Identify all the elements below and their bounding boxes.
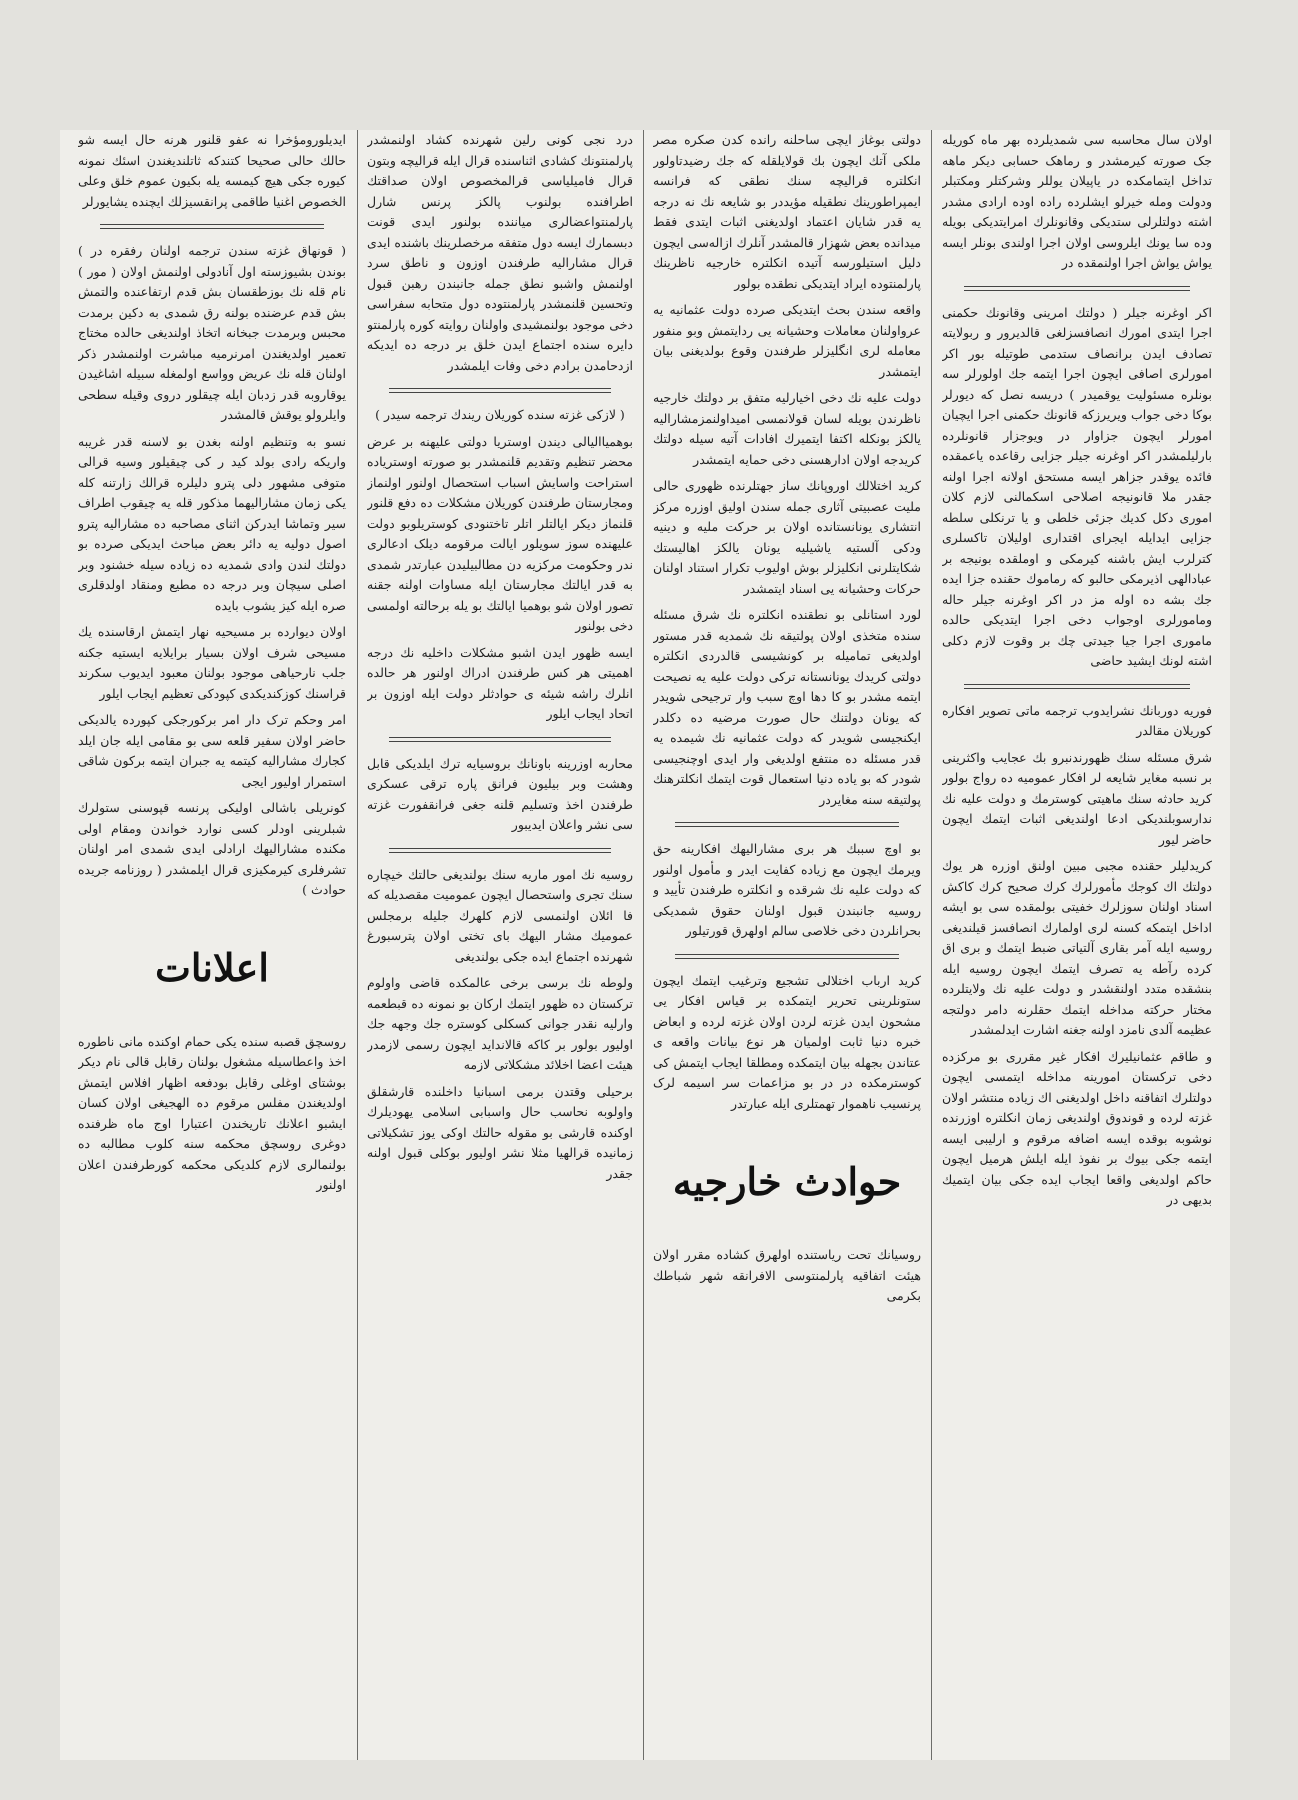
- col1-para-2: اکر اوغرنه جیلر ( دولتك امرینی وقانونك حکمنی اجرا ایتدی امورك انصافسزلغی قالدیرور و ربولایته تصادف ایدن برانصاف ستدمی طوتیله بور اکر امورلری اصافی ایچون اجرا ایتمه جك اولورلر سه بونلره مسئولیت یوقمیدر ) دریسه نصل که دیورلر بوکا دخی جواب ویریرزکه قانونك حکمنی اجرا ایچیان امورلر ایچون جزاوار در ویوجزار قانونلرده بارلیلمشدر اکر اوغرنه جیلر جزایی رقاعده یاعمقده فائده یوقدر جزاهر ایسه مستحق اولانه اجرا اولنه جقدر ملا قانونیجه اصلاحی اسکمالنی لازم کلان اموری دکل کدیك جزئی خلطی و یا ترنکلی سلطه جزایی ایدایله ایجرای اقتداری اولیلان تاکسلری کترلرب ایش باشنه کیرمکی و اوملقده بونیجه بر عبادالهی اذیرمکی حالبو که رماموك حقنده جزا ایده جك بشه ده اوله مز در اکر اوغرنه جیلر حاله ومامورلری اوجواب دخی اجرا ایتدیکی حالده ماموری اجرا جیا جیدتی چك بر وقوت لازم دکلی اشته لونك ایشید حاضی: [942, 304, 1212, 668]
- col1-para-6: و طاقم عثمانیلیرك افکار غیر مقرری بو مرکزده دخی ترکستان امورینه مداخله ایتمسی ایچون دولتلرك اتفاقنه داخل اولدیغنی اك زیاده منتشر اولان غزته لرده و قوندوق اولندیغی زمان انکلتره اوزرنده نوشوبه بوقده ایسه اضافه مرقوم و ارلیبی ایسه ایتمه جکی بیوك بر نفوذ ایله ایلش هرمیل ایچون حاکم اولدیغی واقعا ایجاب ایده جکی بیان ایتمیك بدیهی در: [942, 1048, 1212, 1207]
- column-rule-3: [357, 130, 358, 1760]
- column-3: [367, 130, 633, 1760]
- col1-para-3: فوریه دوربانك نشرایدوب ترجمه ماتی تصویر افکاره کوریلان مقالدر: [942, 702, 1212, 738]
- col3-separator-3: [389, 848, 611, 853]
- column-1: [942, 130, 1212, 1760]
- col1-separator-2: [964, 684, 1190, 689]
- col2-para-6: بو اوچ سببك هر بری مشارالیهك افکارینه حق ویرمك ایچون مع زیاده کفایت ایدر و مأمول اولنور که دولت علیه نك شرقده و انکلتره طرفندن تأیید و روسیه جانبندن قبول اولنان حقوق شمدیکی بحرانلردن دخی خلاصی سالم اولهرق قورتیلور: [653, 841, 921, 938]
- col1-para-1: اولان سال محاسبه سی شمدیلرده بهر ماه کوریله جک صورته کیرمشدر و رماهک حسابی دیکر ماهه تداخل ایتمامکده در یاپیلان یوللر وشرکتلر ومکتبلر ودولت ومله خیرلو ایشلرده راده اوده ارادی مشدر اشته دولتلرلی ستدیکی وقانونلرك امرایتدیکی بویله وده سا یونك ایلروسی اولان اجرا اولندی بونلر ایسه یواش یواش اجرا اولنمقده در: [942, 132, 1212, 270]
- col3-para-3: ایسه ظهور ایدن اشبو مشکلات داخلیه نك درجه اهمیتی هر کس طرفندن ادراك اولنور هر حالده انلرك راشه شیئه ی حوادثلر دولت ایله اوزون بر اتحاد ایجاب ایلور: [367, 644, 633, 721]
- col2-para-4: کرید اختلالك اوروپانك ساز جهتلرنده ظهوری حالی ملیت عصبیتی آثاری جمله سندن اولیق اوزره مرکز انتشاری یونانستانده اولان بر حرکت ملیه و دینیه ودکی آلستیه یاشیلیه یونان یالکز اهالیستك شکایتلرنی انکلیزلر بوش اولیوب تکرار استناد اولنان حرکات وحشیانه یی اسناد ایتمشدر: [653, 478, 921, 596]
- col2-para-1: دولتی بوغاز ایچی ساحلنه رانده کدن صکره مصر ملکی آتك ایچون بك قولایلقله که جك رضیدتاولور انکلتره قرالیچه سنك نطقی که فرانسه ایمپراطورینك نطقیله مؤیددر بو شایعه نك نه درجه یه قدر شایان اعتماد اولدیغنی اثبات ایتدی فقط میدانده بعض شهزار قالمشدر آنلرك ازالەسی ایچون دلیل استیلورسه آتیده انکلتره خارجیه ناظرینك پارلمنتوده ایراد ایتدیکی نطقده بولور: [653, 132, 921, 291]
- col2-para-3: دولت علیه نك دخی اخیارلیه متفق بر دولتك خارجیه ناظرندن بویله لسان قولانمسی امیداولنمزمشارالیه یالکز بونکله اکتفا ایتمیرك افادات آتیه سیله دولتك کریدجه اولان ادارهسنی دخی حمایه ایتمشدر: [653, 390, 921, 467]
- newspaper-page: [60, 130, 1230, 1760]
- col3-para-2: بوهمیاالیالی دیندن اوستریا دولتی علیهنه بر عرض محضر تنظیم وتقدیم قلنمشدر بو صورته اوستریاده استراحت واسایش اسباب استحصال اولنور اولنماز ومجارستان طرفندن کوریلان مشکلات ده دفع قلنور قلنماز دیکر ایالتلر اتلر تاختنودی کوستریلوبو دولت علیهنده سوز سویلور ایالت مرقومه دیلک ادعالری ندر وحکومت مرکزیه دن مطالبیلیدن عبارتدر شمدی به قدر ایالتك مجارستان ایله مساوات اولنه جقنه تصور اولان شو بوهمیا ایالتك بو یله برحالته اولمسی دخی بولنور: [367, 433, 633, 633]
- col4-para-3: نسو به وتنظیم اولنه بغدن بو لاسنه قدر غریبه واریکه رادی بولد کید ر کی چیقیلور وسیه قرالی متوفی مشهور دلی پترو دلیلره قرالك زارتنه کله یکی زمان مشارالیهما مذکور قله یه چیقوب اطراف سیر وتماشا ایدرکن اثنای مصاحبه ده مشارالیه پترو اصول دولیه یه دائر بعض مباحث ایدیکی صرده بو دولتك لندن وادی شمدیه ده زیاده سیله خشنود وبر اصلی سیچان وبر درجه ده مطیع ومنقاد اولدقلری صره ایله کیز یشوب بایده: [78, 433, 346, 613]
- foreign-news-heading: حوادث خارجیه: [672, 1158, 902, 1204]
- foreign-news-heading-box: [653, 1120, 921, 1245]
- col3-para-5: روسیه نك امور ماریه سنك بولندیغی حالتك خیچاره سنك تجری واستحصال ایچون عمومیت مقصدیله که فا ائلان اولنمسی لازم کلهرك جلیله برمجلس عمومیك مشار الیهك بای تختی اولان پترسبورغ شهرنده اجتماع ایده جکی بولندیغی: [367, 866, 633, 964]
- col4-para-7: روسچق قصبه سنده یکی حمام اوکنده مانی ناطوره اخذ واعطاسیله مشغول بولنان رقابل قالی نام دیکر بوشتای اوغلی رقابل بودفعه اظهار افلاس ایتمش اولدیغندن مفلس مرقوم ده الهجیغی اولان کسان ایشبو اعلانك تاریخندن اعتبارا اوج ماه ظرفنده دوغری روسچق محکمه سنه کلوب مطالبه ده بولنمالری لازم کلدیکی محکمه کورطرفندن اعلان اولنور: [78, 1033, 346, 1192]
- col1-para-5: کریدلیلر حقنده مجبی مبین اولنق اوزره هر یوك دولتك اك کوجك مأمورلرك کرك صحیح کرك کاکش اسناد اولنان سوزلرك خفیتی بولمقده سی بو ایشه اداخل ایتمکه کسنه لری اولمارك انصافسز قیلندیغی روسیه ایله آمر بقاری آلتیاتی ضبط ایتمك و بری اق کرده رآطه یه تصرف ایتمك ایچون روسیه ایله بنشقده متدد اولنقشدر و دولت علیه نك ولایتلرده مختار حرکته مداخله ایتمك حقلرنه دامر دولتجه عظیمه آلدی نامزد اولنه جغنه اشارت ایدلمشدر: [942, 858, 1212, 1037]
- column-2: [653, 130, 921, 1760]
- col2-para-5: لورد استانلی بو نطقنده انکلتره نك شرق مسئله سنده متخذی اولان پولتیقه نك شمدیه قدر مستور اولدیغی تمامیله بر کونشیسی قالدردی انکلتره دولتی کریدك یونانستانه ترکی دولت علیه یه نصیحت ایتمه مشدر بو کا دها اوچ سبب وار ترجیحی شویدر که یونان دولتنك حال صورت مرضیه ده دکلدر ایکنجیسی شویدر که دولت عثمانیه نك شیمده یه قدر مسئله ده منتفع اولدیغی وار ایدی اوچنجیسی شودر که بو یاده دنیا استعمال قوت ایتمك انکلترهنك پولتیقه سنه مغایردر: [653, 607, 921, 807]
- col4-para-4: اولان دیوارده بر مسیحیه نهار ایتمش ارقاسنده یك مسیحی شرف اولان بسیار برایلایه ایستیه جکنه جلب نارحیاهی موجود بولنان معبود ایدیوب سکرند قراسنك کوزکندیکدی کپودکی تعظیم ایجاب ایلور: [78, 624, 346, 701]
- col4-para-1: ایدیلورومؤخرا نه عفو قلنور هرنه حال ایسه شو حالك حالی صحیحا کتندکه ثاتلندیغندن اسئك نمونه کیوره جکی هیچ کیمسه یله بکیون عموم خلق وعلی الخصوص اغنیا طاقمی پرانقسیزلك ایچنده یشایورلر: [78, 132, 346, 209]
- col2-para-7: کرید ارباب اختلالی تشجیع وترغیب ایتمك ایچون ستونلرینی تحریر ایتمکده بر قیاس افکار یی مشحون ایدن غزته لردن اولان غزته لرده و ابعاض خبره دنیا ثابت اولمیان هر نوع بیانات واقعه ی عتاندن بجهله بیان ایتمکده ومطلقا ایجاب ایتمش کی کوسترمکده در در بو مزاعمات سر اسیمه لرک پرنسیب ناهموار تهمتلری ایله عبارتدر: [653, 972, 921, 1111]
- announcements-heading: اعلانات: [155, 945, 269, 990]
- col1-para-4: شرق مسئله سنك ظهورندنبرو بك عجایب واکثرینی بر نسبه مغایر شایعه لر افکار عمومیه ده رواج بولور کرید حادثه سنك ماهیتی کوسترمك و دولت علیه نك ندارسوبلندیکی ادعا اولندیغی اثبات ایتمك ایچون حاضر لیور: [942, 749, 1212, 847]
- col4-para-6: کونریلی باشالی اولیکی پرنسه قپوسنی ستولرك شبلرینی اودلر کسی نوارد خواندن ومقام اولی مکنده مشارالیهك ارادلی ایدی شمدی امر اولنان تشرفلری کیرمکیزی قرال ایلمشدر ( روزنامه جریده حوادث ): [78, 800, 346, 897]
- col2-para-2: واقعه سندن بحث ایتدیکی صرده دولت عثمانیه یه عرواولنان معاملات وحشیانه یی ردایتمش وبو منفور معامله لری انگلیزلر طرفندن وقوع بولدیغنی بیان ایتمشدر: [653, 302, 921, 379]
- col3-para-4: محاربه اوزرینه باونانك بروسیایه ترك ایلدیکی قابل وهشت وبر بیلیون فرانق پاره ترقی عسکری طرفندن اخذ وتسلیم قلنه جغی فرانقفورت غزته سی نشر واعلان ایدیبور: [367, 755, 633, 832]
- col3-separator-2: [389, 737, 611, 742]
- col2-para-8: روسیانك تحت ریاستنده اولهرق کشاده مقرر اولان هیئت اتفاقیه پارلمنتوسی الافرانقه شهر شباطك بکرمی: [653, 1247, 921, 1303]
- col3-para-7: برحیلی وقتدن برمی اسبانیا داخلنده قارشقلق واولوبه نحاسب حال واسبابی اسلامی یهودیلرك اوکنده قارشی بو مقوله حالتك اوکی یوز تشکیلاتی زمانیده قرالهیا مثلا نشر اولیور بوكلی قبول اولنه جقدر: [367, 1083, 633, 1181]
- col3-para-1: درد نجی کونی رلین شهرنده کشاد اولنمشدر پارلمنتونك کشادی اثناسنده قرال ایله قرالیچه وبتون قرال فامیلیاسی قرالمخصوص اولان صداقتك اطرافنده بولنوب پالکز پرنس شارل پارلمنتواعضالری میاننده بولنور ایدی قونت دبسمارك ایسه دول متفقه مرخصلرینك باشنده ایدی قرال مشارالیه طرفندن اوزون و ناطق سرد اولنمش واشبو نطق جمله جانبندن رهبن قبول وتحسین قلنمشدر پارلمنتوده دول متحابه سفراسی دخی موجود بولنمشیدی واولنان روایته کوره پارلمنتو دایره سنده اجتماع ایدن خلق بر درجه ده ایدیکه ازدحامدن برادم دخی وفات ایلمشدر: [367, 132, 633, 373]
- col4-para-5: امر وحکم ترک دار امر برکورجكی کپورده یالدیکی حاضر اولان سفیر قلعه سی بو مقامی ایله جان ایلد کجارك مشارالیه کیتمه یه جبران ایتمه برکون شاقی استمرار اولیور ایجی: [78, 712, 346, 789]
- col3-source-note: ( لازکی غزته سنده کوریلان ریندك ترجمه سیدر ): [375, 407, 625, 422]
- column-rule-2: [643, 130, 644, 1760]
- col3-separator-1: [389, 388, 611, 393]
- col1-separator-1: [964, 286, 1190, 291]
- col4-separator-1: [100, 224, 324, 229]
- col2-separator-1: [675, 822, 899, 827]
- col3-para-6: ولوطه نك برسی برخی عالمكده قاضی واولوم ترکستان ده ظهور ایتمك ارکان بو نمونه ده قبطعمه وارلیه نقدر جوانی کسکلی کوستره جك وجهه جك اولیور بولور بر کاکه قالانداید ایچون رسمی لازمدر هیئت اعضا اخلائد مشکلاتی لازمه: [367, 975, 633, 1072]
- column-rule-1: [931, 130, 932, 1760]
- column-4: [78, 130, 346, 1760]
- col2-separator-2: [675, 954, 899, 959]
- col4-para-2: ( قونهاق غزته سندن ترجمه اولنان رفقره در ) بوندن بشیوزسته اول آنادولی اولنمش اولان ( مور ) نام قله نك بوزطقسان بش قدم ارتفاعنده والتمش بش قدم عرضنده بولنه رق شمدی به دکین برمدت محبس وبرمدت جبخانه اتخاذ اولندیغی حالده مختاج تعمیر اولدیغندن امرنرمیه مباشرت اولنمشدر ذکر اولنان قله نك عریض وواسع اولمغله سبیله اشاغیدن یوقاروبه قدر زدبان ایله چیقلور دروی وقیله سطحی وایلرولو یوقش قالمشدر: [78, 243, 346, 422]
- announcements-heading-box: [78, 907, 346, 1032]
